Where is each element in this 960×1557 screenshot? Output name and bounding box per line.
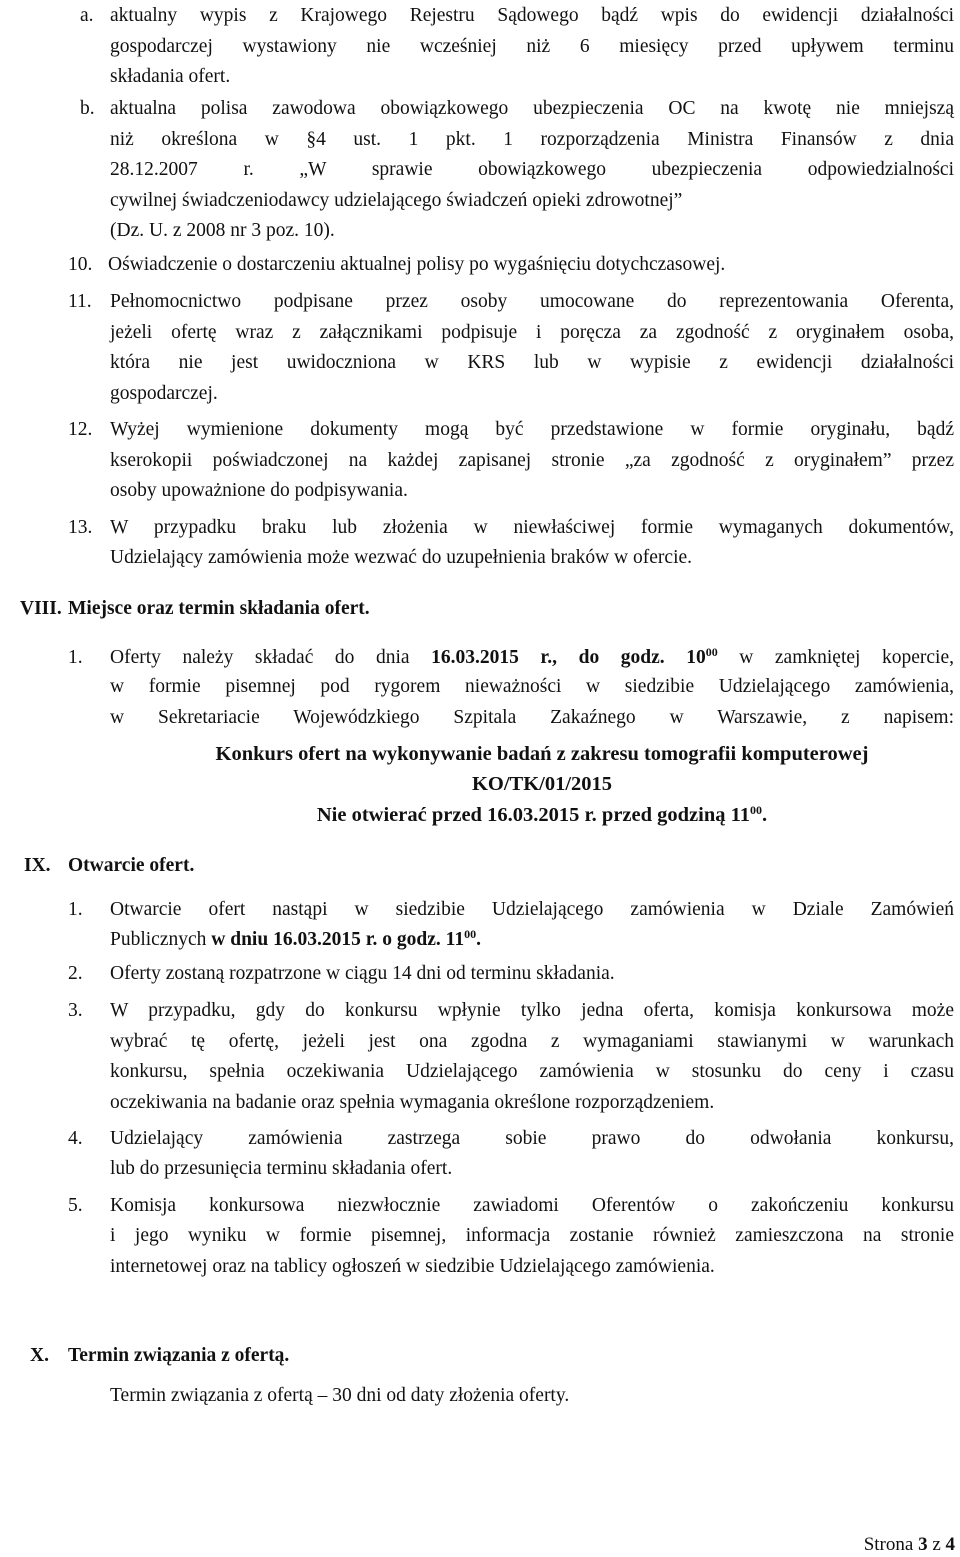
section-title: Otwarcie ofert. [68, 855, 195, 876]
text-line: gospodarczej. [110, 383, 218, 404]
text-line: 28.12.2007 r. „W sprawie obowiązkowego ubezpieczenia odpowiedzialności [110, 159, 954, 180]
text-span: z [927, 1534, 946, 1555]
paragraph-number: 10. [68, 254, 93, 275]
text-line: Oferty zostaną rozpatrzone w ciągu 14 dni od terminu składania. [110, 963, 615, 984]
text-line: aktualny wypis z Krajowego Rejestru Sądowego bądź wpis do ewidencji działalności [110, 5, 954, 26]
current-page: 3 [918, 1534, 928, 1555]
text-span: Strona [863, 1534, 919, 1555]
text-line [110, 928, 954, 952]
text-line: W przypadku, gdy do konkursu wpłynie tylko jedna oferta, komisja konkursowa może [110, 1000, 954, 1021]
envelope-line [160, 802, 924, 828]
envelope-line: Konkurs ofert na wykonywanie badań z zakresu tomografii komputerowej [215, 743, 869, 765]
section-numeral: VIII. [20, 598, 62, 619]
text-line: aktualna polisa zawodowa obowiązkowego ubezpieczenia OC na kwotę nie mniejszą [110, 98, 954, 119]
list-number: 5. [68, 1195, 83, 1216]
deadline-date [431, 647, 718, 668]
opening-text: w dniu 16.03.2015 r. o godz. 11 [211, 929, 465, 950]
section-title: Miejsce oraz termin składania ofert. [68, 598, 370, 619]
text-line: w formie pisemnej pod rygorem nieważności w siedzibie Udzielającego zamówienia, [110, 676, 954, 697]
section-title: Termin związania z ofertą. [68, 1345, 290, 1366]
page-number [864, 1533, 955, 1557]
text-line: Komisja konkursowa niezwłocznie zawiadomi Oferentów o zakończeniu konkursu [110, 1195, 954, 1216]
list-number: 3. [68, 1000, 83, 1021]
text-line [110, 646, 954, 670]
text-line: niż określona w §4 ust. 1 pkt. 1 rozporządzenia Ministra Finansów z dnia [110, 129, 954, 150]
total-pages: 4 [945, 1534, 955, 1555]
text-line: w Sekretariacie Wojewódzkiego Szpitala Zakaźnego w Warszawie, z napisem: [110, 707, 954, 728]
text-span: w zamkniętej kopercie, [717, 647, 955, 668]
text-line: osoby upoważnione do podpisywania. [110, 480, 408, 501]
section-numeral: IX. [24, 855, 51, 876]
list-number: 1. [68, 899, 83, 920]
text-line: jeżeli ofertę wraz z załącznikami podpisuje i poręcza za zgodność z oryginałem osoba, [110, 322, 954, 343]
list-number: 4. [68, 1128, 83, 1149]
paragraph-number: 13. [68, 517, 93, 538]
text-line: cywilnej świadczeniodawcy udzielającego świadczeń opieki zdrowotnej” [110, 190, 683, 211]
section-numeral: X. [30, 1345, 49, 1366]
text-span: Nie otwierać przed 16.03.2015 r. przed godziną 11 [316, 804, 750, 826]
list-marker: a. [80, 5, 94, 26]
text-span: . [761, 804, 768, 826]
text-span: Publicznych [110, 929, 212, 950]
text-line: (Dz. U. z 2008 nr 3 poz. 10). [110, 220, 335, 241]
text-line: kserokopii poświadczonej na każdej zapisanej stronie „za zgodność z oryginałem” przez [110, 450, 954, 471]
paragraph-number: 11. [68, 291, 92, 312]
text-line: internetowej oraz na tablicy ogłoszeń w siedzibie Udzielającego zamówienia. [110, 1256, 715, 1277]
superscript: 00 [464, 927, 477, 941]
opening-date [211, 929, 481, 950]
list-number: 2. [68, 963, 83, 984]
text-line: Oświadczenie o dostarczeniu aktualnej polisy po wygaśnięciu dotychczasowej. [108, 254, 726, 275]
text-span: Oferty należy składać do dnia [110, 647, 432, 668]
text-line: lub do przesunięcia terminu składania ofert. [110, 1158, 453, 1179]
text-span: . [476, 929, 481, 950]
text-line: Wyżej wymienione dokumenty mogą być przedstawione w formie oryginału, bądź [110, 419, 954, 440]
text-line: Udzielający zamówienia może wezwać do uzupełnienia braków w ofercie. [110, 547, 693, 568]
text-line: Pełnomocnictwo podpisane przez osoby umocowane do reprezentowania Oferenta, [110, 291, 954, 312]
text-line: Termin związania z ofertą – 30 dni od daty złożenia oferty. [110, 1385, 570, 1406]
deadline-text: 16.03.2015 r., do godz. 10 [431, 647, 706, 668]
text-line: oczekiwania na badanie oraz spełnia wymagania określone rozporządzeniem. [110, 1092, 715, 1113]
text-line: składania ofert. [110, 66, 231, 87]
text-line: konkursu, spełnia oczekiwania Udzielającego zamówienia w stosunku do ceny i czasu [110, 1061, 954, 1082]
superscript: 00 [705, 645, 718, 659]
reference-number: KO/TK/01/2015 [471, 773, 613, 795]
text-line: Udzielający zamówienia zastrzega sobie prawo do odwołania konkursu, [110, 1128, 954, 1149]
text-line: W przypadku braku lub złożenia w niewłaściwej formie wymaganych dokumentów, [110, 517, 954, 538]
text-line: wybrać tę ofertę, jeżeli jest ona zgodna z wymaganiami stawianymi w warunkach [110, 1031, 954, 1052]
text-line: i jego wyniku w formie pisemnej, informacja zostanie również zamieszczona na stronie [110, 1225, 954, 1246]
text-line: która nie jest uwidoczniona w KRS lub w wypisie z ewidencji działalności [110, 352, 954, 373]
paragraph-number: 12. [68, 419, 93, 440]
text-line: gospodarczej wystawiony nie wcześniej niż 6 miesięcy przed upływem terminu [110, 36, 954, 57]
superscript: 00 [749, 803, 762, 817]
list-number: 1. [68, 647, 83, 668]
text-line: Otwarcie ofert nastąpi w siedzibie Udzielającego zamówienia w Dziale Zamówień [110, 899, 954, 920]
list-marker: b. [80, 98, 95, 119]
